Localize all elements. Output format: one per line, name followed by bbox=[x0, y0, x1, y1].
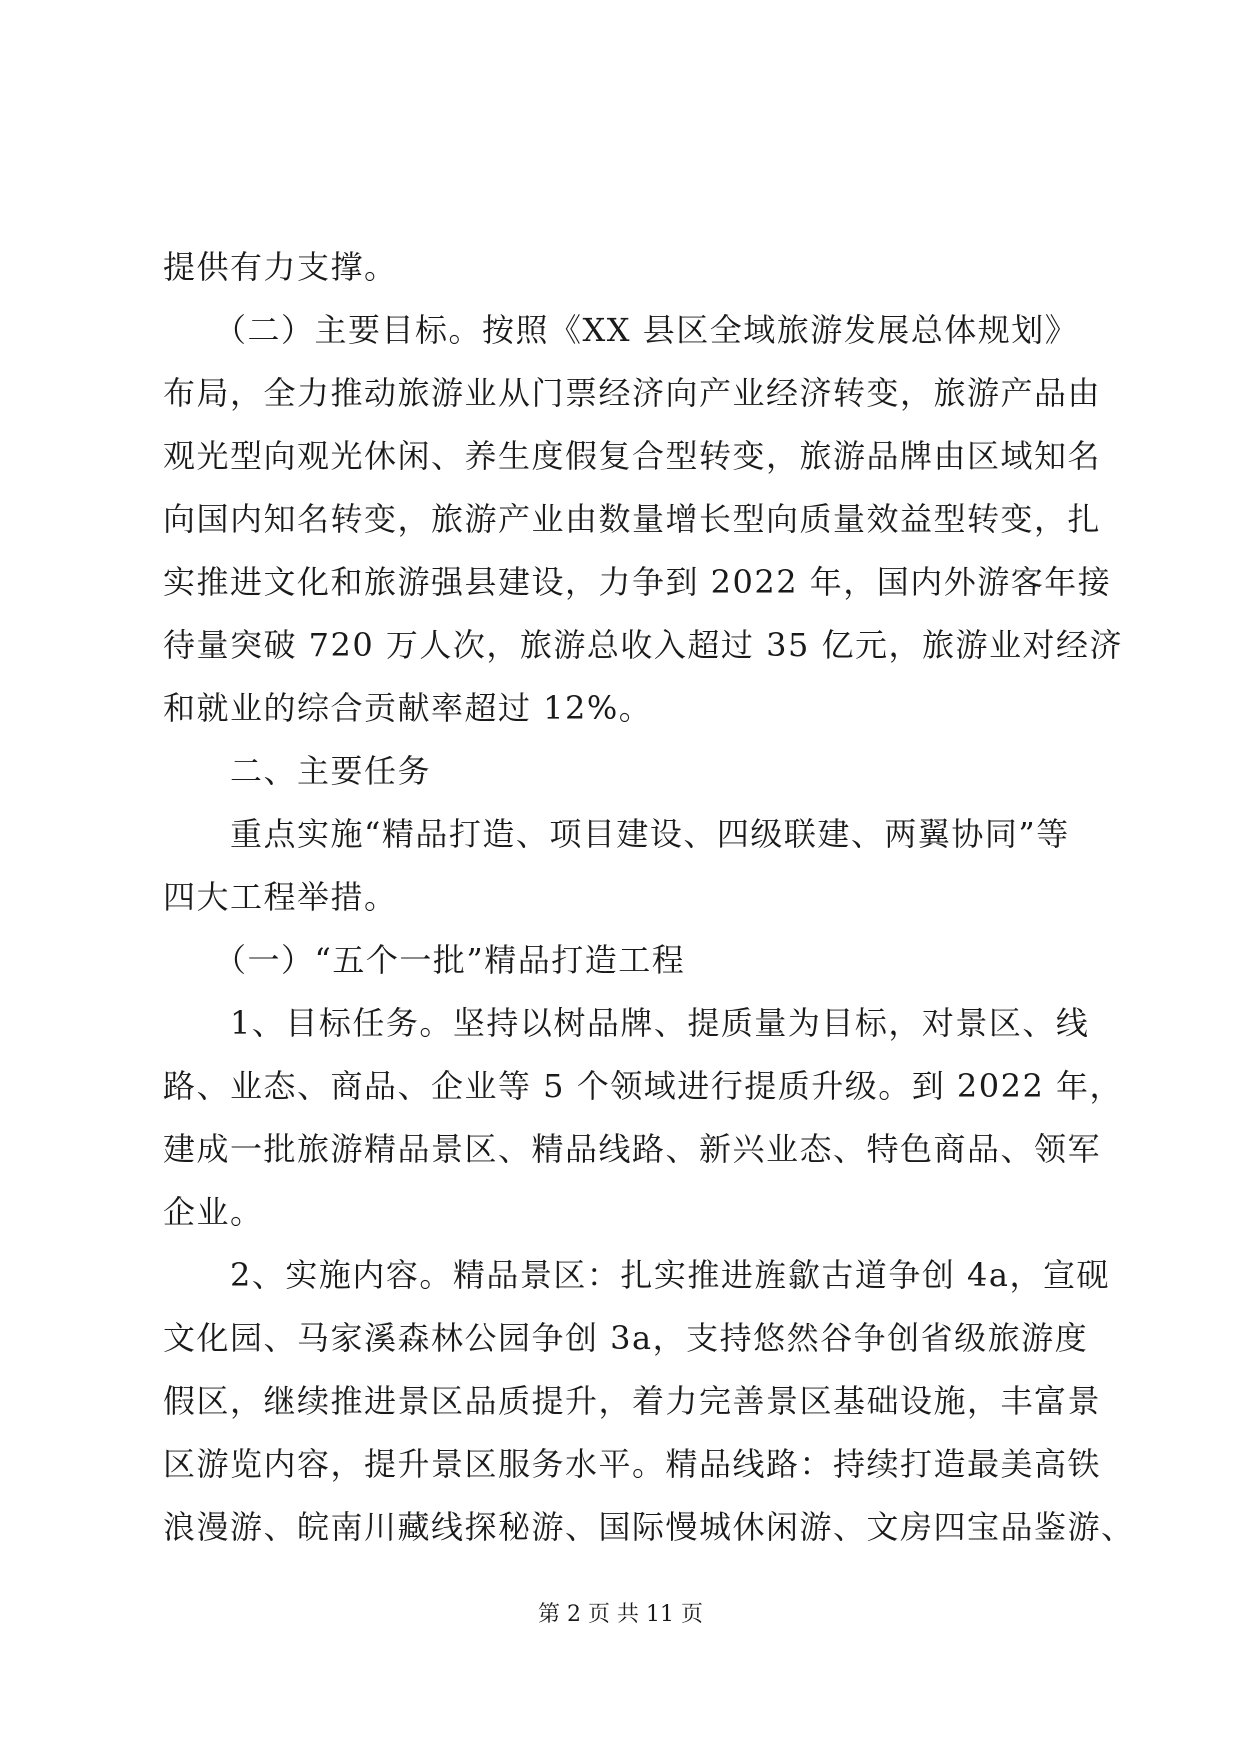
text-line: 区游览内容，提升景区服务水平。精品线路：持续打造最美高铁 bbox=[163, 1445, 1102, 1483]
document-body bbox=[163, 236, 1135, 1559]
text-line: 重点实施“精品打造、项目建设、四级联建、两翼协同”等 bbox=[163, 815, 1070, 853]
text-line: 浪漫游、皖南川藏线探秘游、国际慢城休闲游、文房四宝品鉴游、 bbox=[163, 1508, 1135, 1546]
text-line: 实推进文化和旅游强县建设，力争到 2022 年，国内外游客年接 bbox=[163, 563, 1112, 601]
text-line: 待量突破 720 万人次，旅游总收入超过 35 亿元，旅游业对经济 bbox=[163, 626, 1123, 664]
section-heading: 二、主要任务 bbox=[163, 752, 432, 790]
text-line: 向国内知名转变，旅游产业由数量增长型向质量效益型转变，扎 bbox=[163, 500, 1102, 538]
page-number-footer: 第 2 页 共 11 页 bbox=[538, 1602, 703, 1627]
subsection-heading: （一）“五个一批”精品打造工程 bbox=[163, 941, 686, 979]
text-line: 假区，继续推进景区品质提升，着力完善景区基础设施，丰富景 bbox=[163, 1382, 1102, 1420]
text-line: 布局，全力推动旅游业从门票经济向产业经济转变，旅游产品由 bbox=[163, 374, 1102, 412]
text-line: 1、目标任务。坚持以树品牌、提质量为目标，对景区、线 bbox=[163, 1004, 1090, 1042]
text-line: 企业。 bbox=[163, 1193, 264, 1231]
text-line: 建成一批旅游精品景区、精品线路、新兴业态、特色商品、领军 bbox=[163, 1130, 1102, 1168]
text-line: 路、业态、商品、企业等 5 个领域进行提质升级。到 2022 年， bbox=[163, 1067, 1123, 1105]
text-line: 2、实施内容。精品景区：扎实推进旌歙古道争创 4a，宣砚 bbox=[163, 1256, 1110, 1294]
text-line: 四大工程举措。 bbox=[163, 878, 398, 916]
text-line: （二）主要目标。按照《XX 县区全域旅游发展总体规划》 bbox=[163, 311, 1079, 349]
text-line: 和就业的综合贡献率超过 12%。 bbox=[163, 689, 653, 727]
text-line: 文化园、马家溪森林公园争创 3a，支持悠然谷争创省级旅游度 bbox=[163, 1319, 1089, 1357]
text-line: 观光型向观光休闲、养生度假复合型转变，旅游品牌由区域知名 bbox=[163, 437, 1102, 475]
text-line: 提供有力支撑。 bbox=[163, 248, 398, 286]
